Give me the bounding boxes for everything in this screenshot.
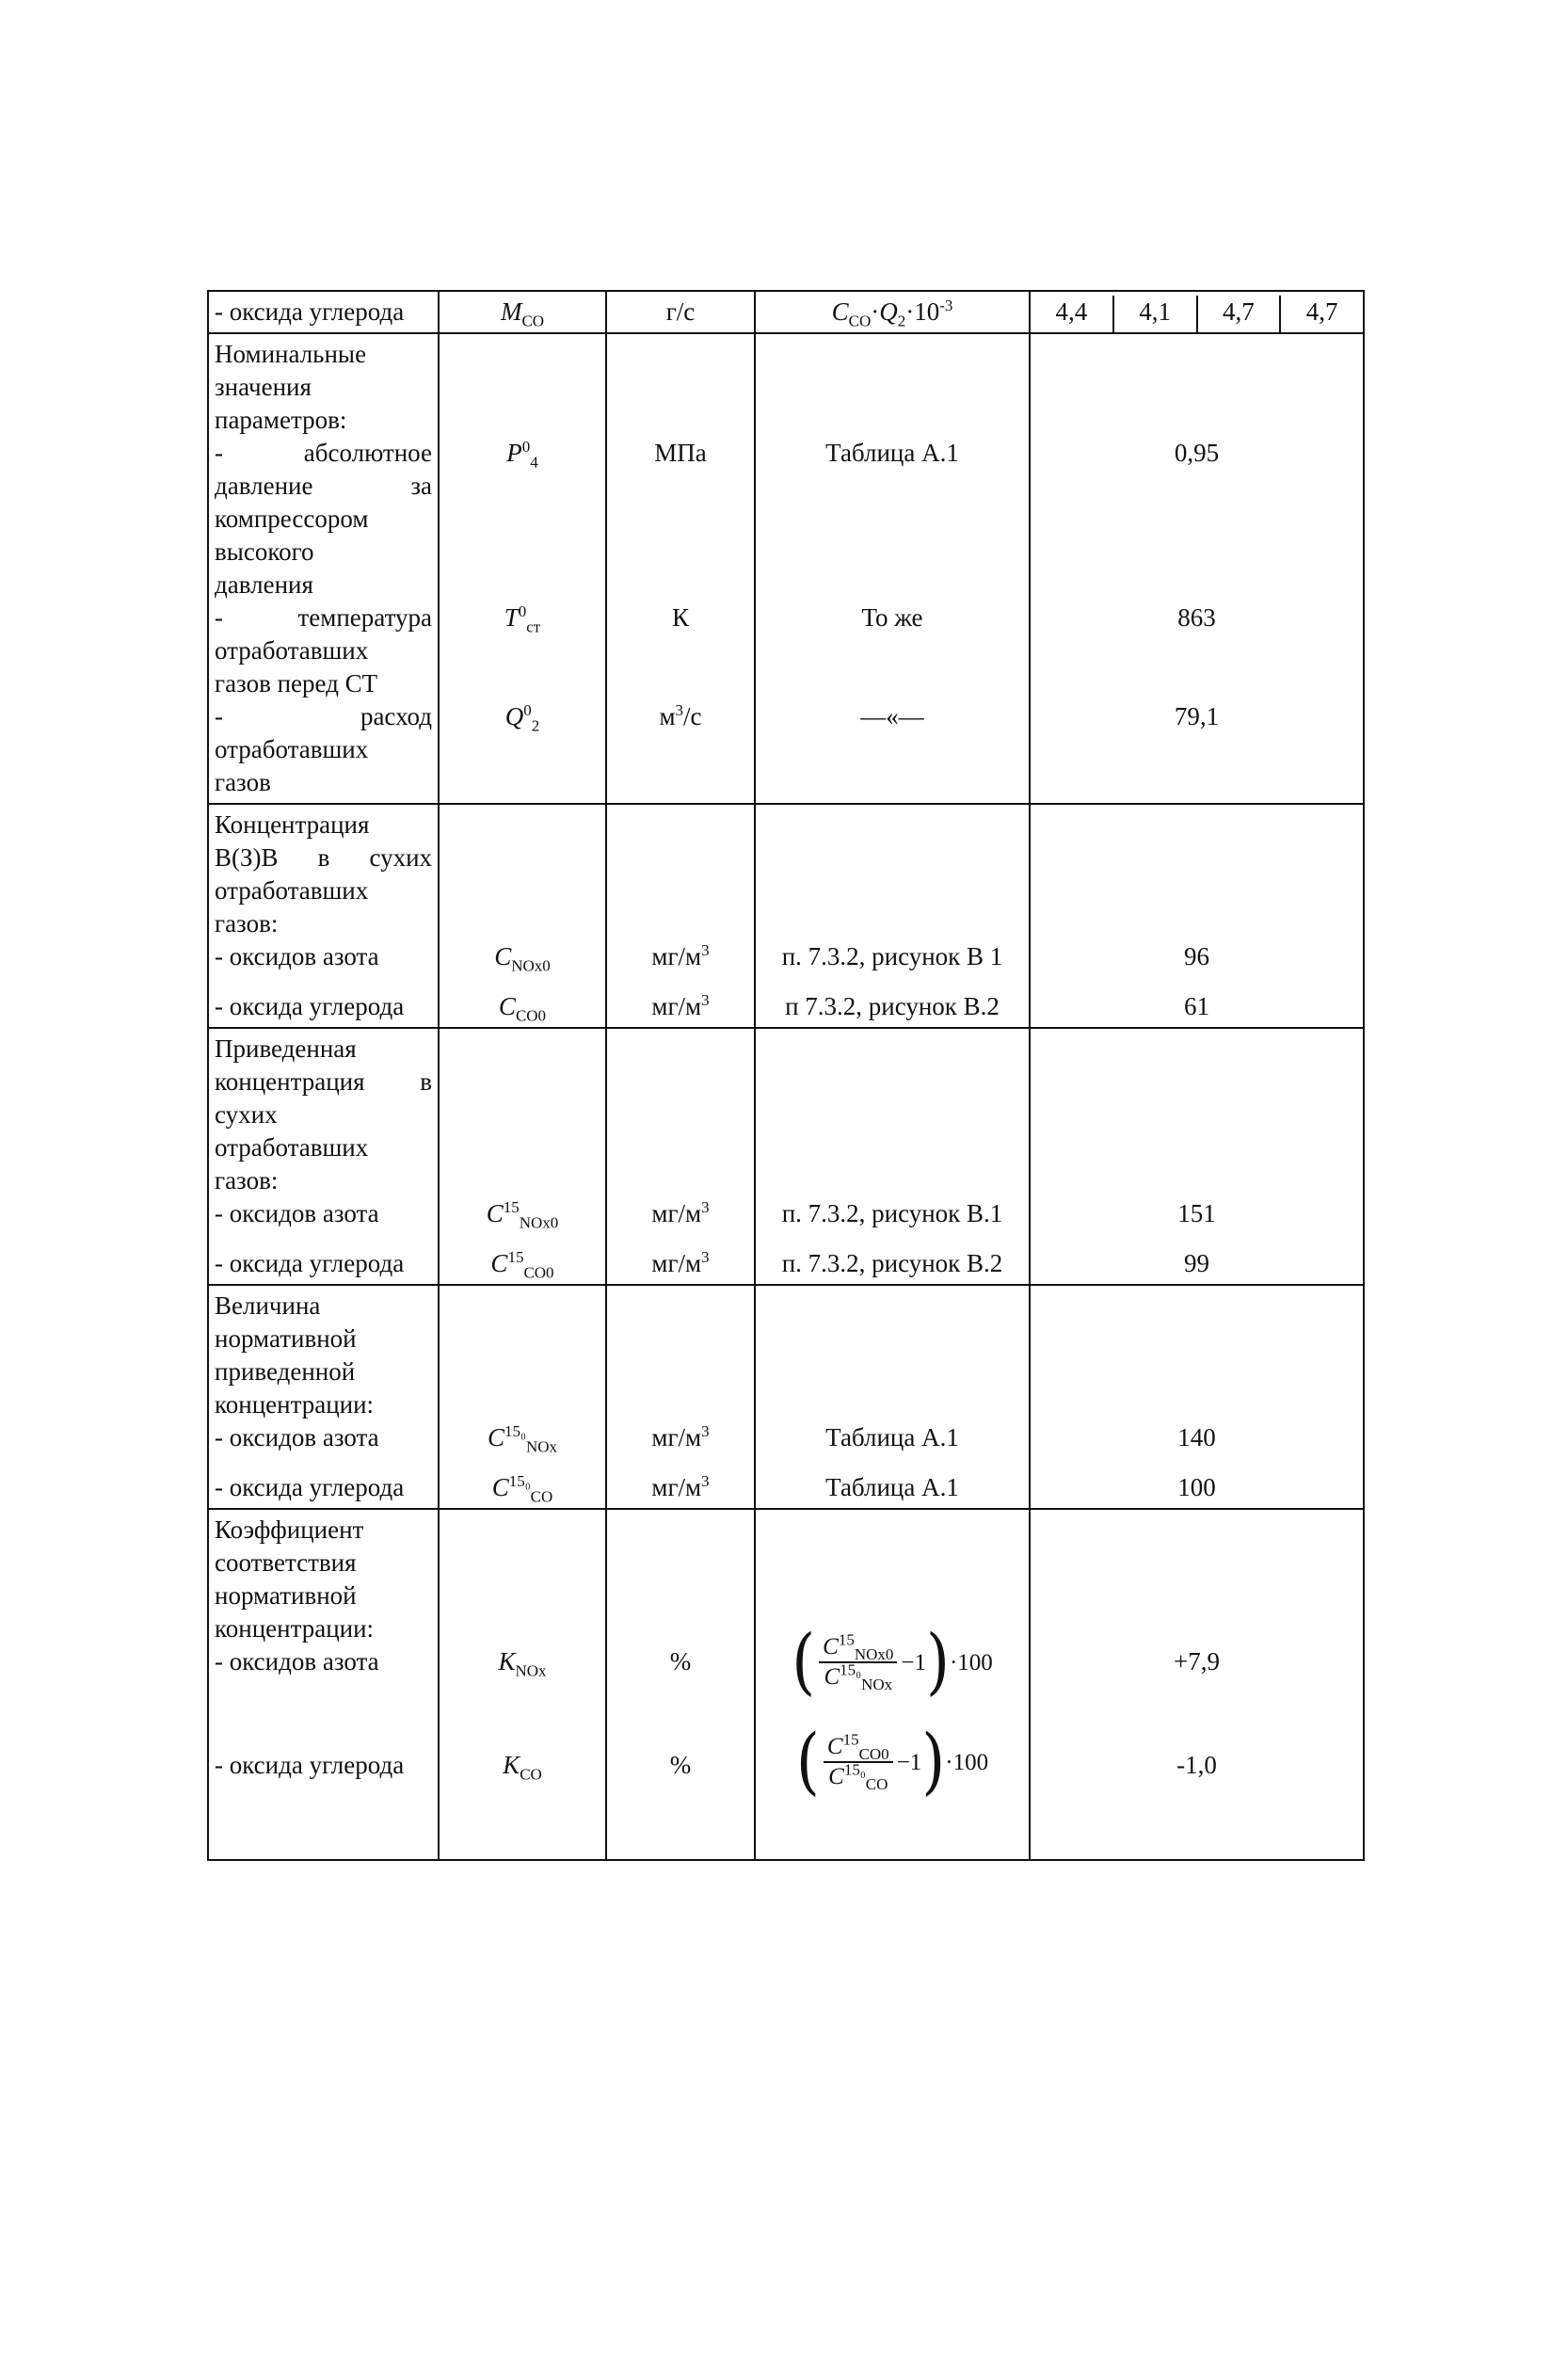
value-nox0: 96	[1184, 942, 1209, 970]
unit-mpa: МПа	[654, 439, 707, 467]
value-nox15: 151	[1177, 1199, 1216, 1227]
symbol-q2: $Q^0_2$	[504, 701, 540, 735]
row-compliance-coefficient: Коэффициент соответствия нормативной концентрации: - оксидов азота - оксида углерода $K_{NOx}$ $K_{CO}$ % % ( $\frac{C^{15}_{NOx0}}{C^{15_0}_{NOx}}$ −1 ) ·100 ( $\frac{C^{15}_{CO0}}{C^{15_0}_{CO}}$ −1 ) ·100 +7,9 -1,0	[208, 1509, 1364, 1860]
value-t: 863	[1177, 603, 1216, 632]
formula-k-nox: ( $\frac{C^{15}_{NOx0}}{C^{15_0}_{NOx}}$ −1 ) ·100	[792, 1620, 993, 1705]
row-nominal-parameters: Номинальные значения параметров: - абсолютное давление за компрессором высокого давления - температура отработавших газов перед СТ - расход отработавших газов $P^0_4$ $T^0_{ст}$ $Q^0_2$ МПа К $м^3/с$ Таблица А.1 То же —«— 0,95 863 79,1	[208, 333, 1364, 804]
symbol-sub: CO	[521, 312, 545, 330]
value-k-co: -1,0	[1176, 1751, 1217, 1779]
value-nox-norm: 140	[1177, 1423, 1216, 1451]
symbol-c-nox0: $C_{NOx0}$	[494, 942, 551, 975]
unit: г/с	[606, 291, 755, 333]
value-q: 79,1	[1174, 702, 1220, 730]
row-normative-concentration: Величина нормативной приведенной концентрации: - оксидов азота - оксида углерода $C^{15_0}_{NOx}$ $C^{15_0}_{CO}$ $мг/м^3$ $мг/м^3$ Таблица А.1 Таблица А.1 140 100	[208, 1285, 1364, 1509]
formula: $C_{CO}\cdot Q_2\cdot 10^{-3}$	[755, 291, 1030, 333]
unit-m3s: $м^3/с$	[659, 701, 702, 730]
source-p: Таблица А.1	[825, 439, 959, 467]
symbol: M	[500, 297, 522, 326]
value-4: 4,7	[1305, 297, 1338, 326]
row-concentration: Концентрация В(З)В в сухих отработавших газов: - оксидов азота - оксида углерода $C_{NOx0}$ $C_{CO0}$ $мг/м^3$ $мг/м^3$ п. 7.3.2, рисунок В 1 п 7.3.2, рисунок В.2 96 61	[208, 804, 1364, 1028]
row-reduced-concentration: Приведенная концентрация в сухих отработавших газов: - оксидов азота - оксида углерода $C^{15}_{NOx0}$ $C^{15}_{CO0}$ $мг/м^3$ $мг/м^3$ п. 7.3.2, рисунок В.1 п. 7.3.2, рисунок В.2 151 99	[208, 1028, 1364, 1285]
unit-k: К	[671, 603, 689, 632]
value-p: 0,95	[1174, 439, 1220, 467]
source-t: То же	[861, 603, 923, 632]
value-co0: 61	[1184, 992, 1209, 1020]
value-1: 4,4	[1031, 296, 1114, 332]
symbol-c-co0: $C_{CO0}$	[498, 992, 547, 1025]
data-table	[207, 290, 1365, 1861]
value-2: 4,1	[1114, 296, 1198, 332]
source-q: —«—	[860, 702, 924, 730]
value-co-norm: 100	[1177, 1473, 1216, 1501]
row-label: - оксида углерода	[215, 297, 405, 326]
value-3: 4,7	[1198, 296, 1282, 332]
formula-k-co: ( $\frac{C^{15}_{CO0}}{C^{15_0}_{CO}}$ −1 ) ·100	[795, 1720, 989, 1804]
row-carbon-oxide-mass	[208, 291, 1364, 333]
value-k-nox: +7,9	[1174, 1647, 1220, 1676]
value-co15: 99	[1184, 1249, 1209, 1277]
symbol-p4: $P^0_4$	[506, 438, 538, 472]
symbol-tst: $T^0_{ст}$	[504, 602, 541, 636]
